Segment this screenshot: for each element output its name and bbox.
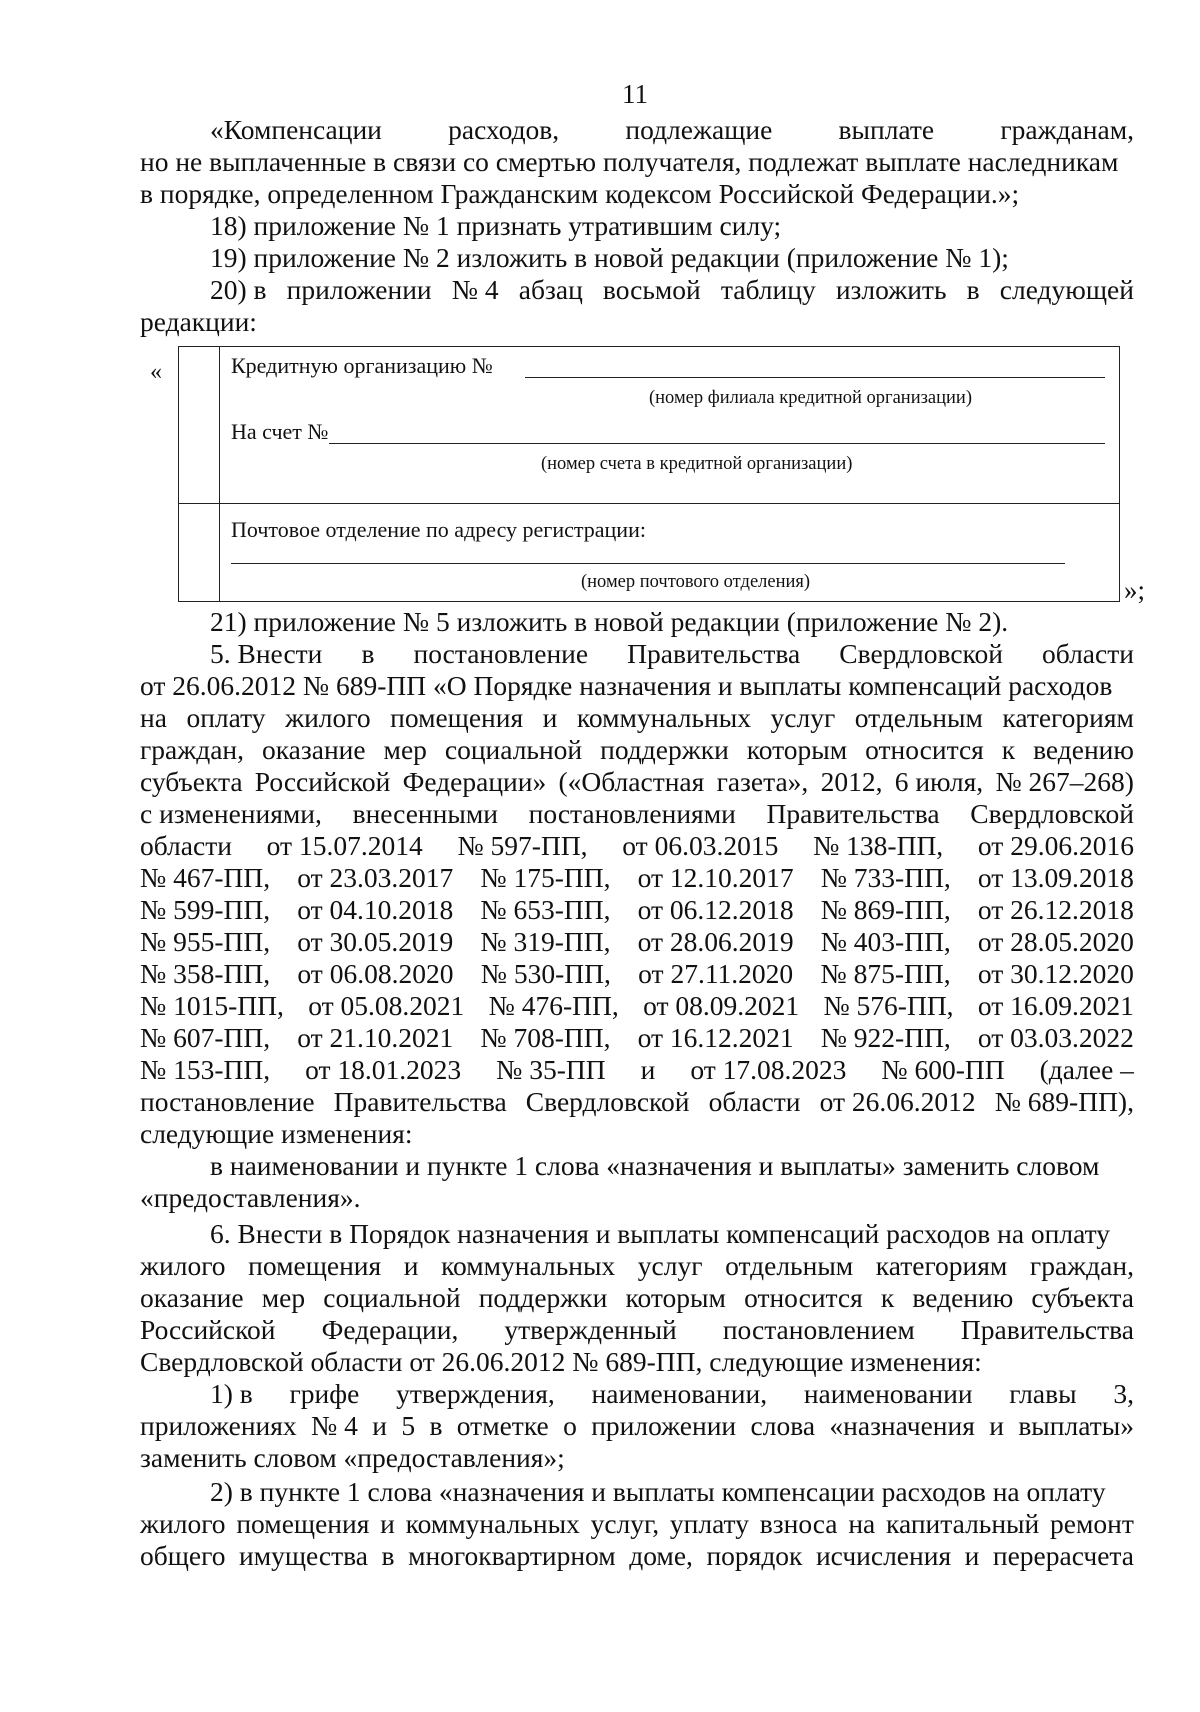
word: которым: [746, 734, 848, 765]
text-line: [140, 1508, 1134, 1540]
word: № 319-ПП,: [480, 926, 611, 957]
word: № 599-ПП,: [140, 894, 271, 925]
word: относится: [865, 734, 984, 765]
word: мер: [383, 734, 427, 765]
word: № 600-ПП: [881, 1054, 1005, 1085]
item-21: 21) приложение № 5 изложить в новой редакции (приложение № 2).: [210, 606, 1009, 637]
word: № 922-ПП,: [820, 1022, 951, 1053]
word: 5: [401, 1410, 416, 1441]
word: от 05.08.2021: [308, 990, 465, 1021]
word: от 26.06.2012: [819, 1086, 976, 1117]
word: на: [140, 702, 167, 733]
item-18: 18) приложение № 1 признать утратившим силу;: [210, 210, 782, 241]
word: субъекта: [1031, 1282, 1134, 1313]
word: о: [563, 1410, 577, 1441]
word: 2012,: [820, 766, 883, 797]
text-line: [140, 798, 1134, 830]
word: абзац: [518, 274, 583, 305]
word: 6 июля,: [894, 766, 984, 797]
text-line: [140, 1086, 1134, 1118]
word: утверждения,: [396, 1378, 555, 1409]
bank-caption: (номер филиала кредитной организации): [649, 388, 972, 408]
word: мер: [261, 1282, 306, 1313]
text-line: в порядке, определенном Гражданским кодексом Российской Федерации.»;: [140, 178, 1020, 209]
word: № 955-ПП,: [140, 926, 271, 957]
word: № 476-ПП,: [488, 990, 619, 1021]
word: и: [372, 1410, 387, 1441]
word: поддержки: [478, 1282, 608, 1313]
word: № 597-ПП,: [457, 830, 588, 861]
page-number: 11: [622, 79, 648, 109]
text-line: Свердловской области от 26.06.2012 № 689-ПП, следующие изменения:: [140, 1346, 982, 1377]
word: главы: [1009, 1378, 1077, 1409]
text-line: 2) в пункте 1 слова «назначения и выплаты компенсации расходов на оплату: [210, 1476, 1106, 1507]
text-line: [140, 1314, 1134, 1346]
text-line: [140, 1250, 1134, 1282]
word: от 04.10.2018: [297, 894, 454, 925]
word: коммунальных: [441, 1250, 616, 1281]
word: отдельным: [854, 702, 983, 733]
word: и: [989, 1410, 1004, 1441]
word: от 26.12.2018: [977, 894, 1134, 925]
word: Правительства: [960, 1314, 1134, 1345]
text-line: [140, 1022, 1134, 1054]
word: от 08.09.2021: [643, 990, 800, 1021]
word: от 15.07.2014: [266, 830, 423, 861]
word: социальной: [444, 734, 583, 765]
post-label: Почтовое отделение по адресу регистрации:: [231, 517, 646, 542]
word: № 153-ПП,: [140, 1054, 271, 1085]
word: Свердловской: [525, 1086, 690, 1117]
word: 5. Внести: [210, 638, 323, 669]
text-line: [140, 702, 1134, 734]
word: оказание: [140, 1282, 244, 1313]
word: № 689-ПП),: [994, 1086, 1134, 1117]
word: № 733-ПП,: [820, 862, 951, 893]
word: от 06.12.2018: [637, 894, 794, 925]
word: Свердловской: [839, 638, 1003, 669]
word: жилого: [285, 702, 371, 733]
paragraph-6-item-2: [140, 1476, 1134, 1572]
word: восьмой: [602, 274, 701, 305]
word: 20) в: [210, 274, 267, 305]
word: которым: [625, 1282, 726, 1313]
word: исчисления: [815, 1540, 952, 1571]
word: выплате: [838, 114, 935, 145]
word: № 1015-ПП,: [140, 990, 284, 1021]
text-line: от 26.06.2012 № 689-ПП «О Порядке назначения и выплаты компенсаций расходов: [140, 670, 1113, 701]
word: № 4: [311, 1410, 358, 1441]
text-line: [140, 926, 1134, 958]
text-line: [140, 958, 1134, 990]
word: Федерации»: [402, 766, 547, 797]
word: категориям: [1002, 702, 1134, 733]
word: ведению: [1033, 734, 1134, 765]
word: от 03.03.2022: [977, 1022, 1134, 1053]
text-line: заменить словом «предоставления»;: [140, 1442, 565, 1473]
word: № 175-ПП,: [480, 862, 611, 893]
word: граждан,: [140, 734, 245, 765]
word: № 576-ПП,: [823, 990, 954, 1021]
word: Федерации,: [321, 1314, 459, 1345]
word: от 30.05.2019: [297, 926, 454, 957]
text-line: [140, 1540, 1134, 1572]
word: постановление: [413, 638, 589, 669]
word: оказание: [261, 734, 366, 765]
bank-number-line: [525, 377, 1105, 378]
word: услуг: [770, 702, 836, 733]
word: (далее –: [1039, 1054, 1134, 1085]
word: № 530-ПП,: [480, 958, 611, 989]
item-20-line: [140, 274, 1134, 306]
word: в: [381, 1540, 395, 1571]
word: перерасчета: [992, 1540, 1134, 1571]
word: № 35-ПП: [496, 1054, 606, 1085]
word: от 13.09.2018: [977, 862, 1134, 893]
item-20-tail: редакции:: [140, 306, 257, 337]
word: отметке: [456, 1410, 549, 1441]
post-number-line: [231, 563, 1065, 564]
text-line: [140, 1378, 1134, 1410]
word: «Компенсации: [210, 114, 382, 145]
word: от 18.01.2023: [305, 1054, 462, 1085]
account-label: На счет №: [231, 419, 329, 444]
bank-label: Кредитную организацию №: [231, 353, 493, 378]
word: уплату: [669, 1508, 749, 1539]
text-line: «предоставления».: [140, 1182, 361, 1213]
word: от 16.12.2021: [637, 1022, 794, 1053]
word: и: [964, 1540, 980, 1571]
text-line: 6. Внести в Порядок назначения и выплаты компенсаций расходов на оплату: [210, 1218, 1111, 1249]
word: Российской: [140, 1314, 276, 1345]
text-line: [140, 1282, 1134, 1314]
word: многоквартирном: [408, 1540, 616, 1571]
text-line: [140, 638, 1134, 670]
word: постановлением: [722, 1314, 915, 1345]
text-line: [140, 862, 1134, 894]
word: гражданам,: [1000, 114, 1134, 145]
word: № 403-ПП,: [820, 926, 951, 957]
text-line: [140, 990, 1134, 1022]
word: Правительства: [627, 638, 801, 669]
word: («Областная: [558, 766, 705, 797]
word: выплаты»: [1018, 1410, 1134, 1441]
bank-details-table: [178, 346, 1120, 602]
word: социальной: [323, 1282, 461, 1313]
word: к: [1001, 734, 1016, 765]
word: грифе: [289, 1378, 360, 1409]
word: в: [966, 274, 980, 305]
word: области: [708, 1086, 801, 1117]
word: помещения: [390, 702, 524, 733]
word: от 30.12.2020: [977, 958, 1134, 989]
quote-open: «: [150, 359, 162, 385]
text-line: [140, 734, 1134, 766]
word: подлежащие: [625, 114, 773, 145]
word: от 12.10.2017: [637, 862, 794, 893]
text-line: но не выплаченные в связи со смертью получателя, подлежат выплате наследникам: [140, 146, 1119, 177]
word: области: [140, 830, 232, 861]
quote-close: »;: [1124, 575, 1146, 605]
item-20: [140, 274, 1134, 338]
word: коммунальных: [405, 1508, 580, 1539]
word: № 869-ПП,: [820, 894, 951, 925]
word: порядок: [706, 1540, 803, 1571]
word: слова: [750, 1410, 816, 1441]
word: следующей: [999, 274, 1134, 305]
text-line: [140, 830, 1134, 862]
word: № 875-ПП,: [820, 958, 951, 989]
text-line: [140, 114, 1134, 146]
word: № 358-ПП,: [140, 958, 271, 989]
word: от 27.11.2020: [638, 958, 794, 989]
word: № 653-ПП,: [480, 894, 611, 925]
word: 3,: [1113, 1378, 1134, 1409]
word: на: [848, 1508, 876, 1539]
word: от 21.10.2021: [297, 1022, 454, 1053]
word: приложении: [591, 1410, 737, 1441]
word: и: [403, 1250, 419, 1281]
word: оплату: [186, 702, 266, 733]
word: помещения: [248, 1250, 382, 1281]
account-caption: (номер счета в кредитной организации): [541, 454, 853, 474]
word: внесенными: [352, 798, 498, 829]
word: от 29.06.2016: [977, 830, 1134, 861]
text-line: [140, 766, 1134, 798]
paragraph-6-item-1: [140, 1378, 1134, 1474]
word: приложении: [286, 274, 432, 305]
word: общего: [140, 1540, 226, 1571]
block-compensation: [140, 114, 1134, 210]
word: и: [542, 702, 558, 733]
word: «назначения: [829, 1410, 975, 1441]
word: от 16.09.2021: [977, 990, 1134, 1021]
word: от 06.08.2020: [297, 958, 454, 989]
word: в: [429, 1410, 443, 1441]
word: взноса: [759, 1508, 838, 1539]
word: наименовании,: [591, 1378, 768, 1409]
word: жилого: [140, 1508, 226, 1539]
word: утвержденный: [504, 1314, 677, 1345]
word: от 23.03.2017: [297, 862, 454, 893]
word: Свердловской: [970, 798, 1134, 829]
word: № 467-ПП,: [140, 862, 271, 893]
text-line: [140, 1410, 1134, 1442]
word: доме,: [629, 1540, 693, 1571]
word: категориям: [875, 1250, 1008, 1281]
word: № 708-ПП,: [480, 1022, 611, 1053]
word: № 607-ПП,: [140, 1022, 271, 1053]
word: 1) в: [210, 1378, 253, 1409]
word: постановлениями: [528, 798, 736, 829]
table-row-divider: [179, 503, 1119, 504]
word: № 138-ПП,: [813, 830, 944, 861]
word: области: [1042, 638, 1134, 669]
word: изложить: [835, 274, 947, 305]
word: жилого: [140, 1250, 226, 1281]
word: приложениях: [140, 1410, 297, 1441]
word: таблицу: [720, 274, 816, 305]
word: к: [880, 1282, 895, 1313]
word: отдельным: [725, 1250, 854, 1281]
word: помещения: [236, 1508, 370, 1539]
word: субъекта: [140, 766, 243, 797]
word: Правительства: [333, 1086, 507, 1117]
word: № 4: [451, 274, 499, 305]
text-line: [140, 894, 1134, 926]
post-caption: (номер почтового отделения): [581, 572, 811, 592]
text-line: следующие изменения:: [140, 1118, 413, 1149]
word: ведению: [912, 1282, 1014, 1313]
table-left-column: [179, 347, 220, 601]
word: и: [640, 1054, 656, 1085]
word: от 17.08.2023: [690, 1054, 847, 1085]
word: Правительства: [766, 798, 940, 829]
text-line: в наименовании и пункте 1 слова «назначения и выплаты» заменить словом: [210, 1150, 1100, 1181]
word: от 06.03.2015: [622, 830, 779, 861]
word: коммунальных: [576, 702, 752, 733]
word: в: [361, 638, 375, 669]
word: наименовании: [803, 1378, 973, 1409]
word: № 267–268): [995, 766, 1134, 797]
word: Российской: [254, 766, 391, 797]
word: постановление: [140, 1086, 315, 1117]
word: граждан,: [1029, 1250, 1134, 1281]
account-number-line: [329, 443, 1105, 444]
word: имущества: [239, 1540, 368, 1571]
word: с изменениями,: [140, 798, 322, 829]
word: поддержки: [600, 734, 729, 765]
word: услуг,: [590, 1508, 660, 1539]
word: капитальный: [886, 1508, 1040, 1539]
word: от 28.05.2020: [977, 926, 1134, 957]
paragraph-5-sub: [140, 1150, 1134, 1214]
word: ремонт: [1050, 1508, 1134, 1539]
paragraph-6: [140, 1218, 1134, 1378]
word: относится: [744, 1282, 863, 1313]
word: газета»,: [716, 766, 809, 797]
item-19: 19) приложение № 2 изложить в новой редакции (приложение № 1);: [210, 242, 1009, 273]
word: расходов,: [448, 114, 560, 145]
word: и: [380, 1508, 395, 1539]
word: услуг: [637, 1250, 703, 1281]
paragraph-5: [140, 638, 1134, 1150]
text-line: [140, 1054, 1134, 1086]
word: от 28.06.2019: [637, 926, 794, 957]
